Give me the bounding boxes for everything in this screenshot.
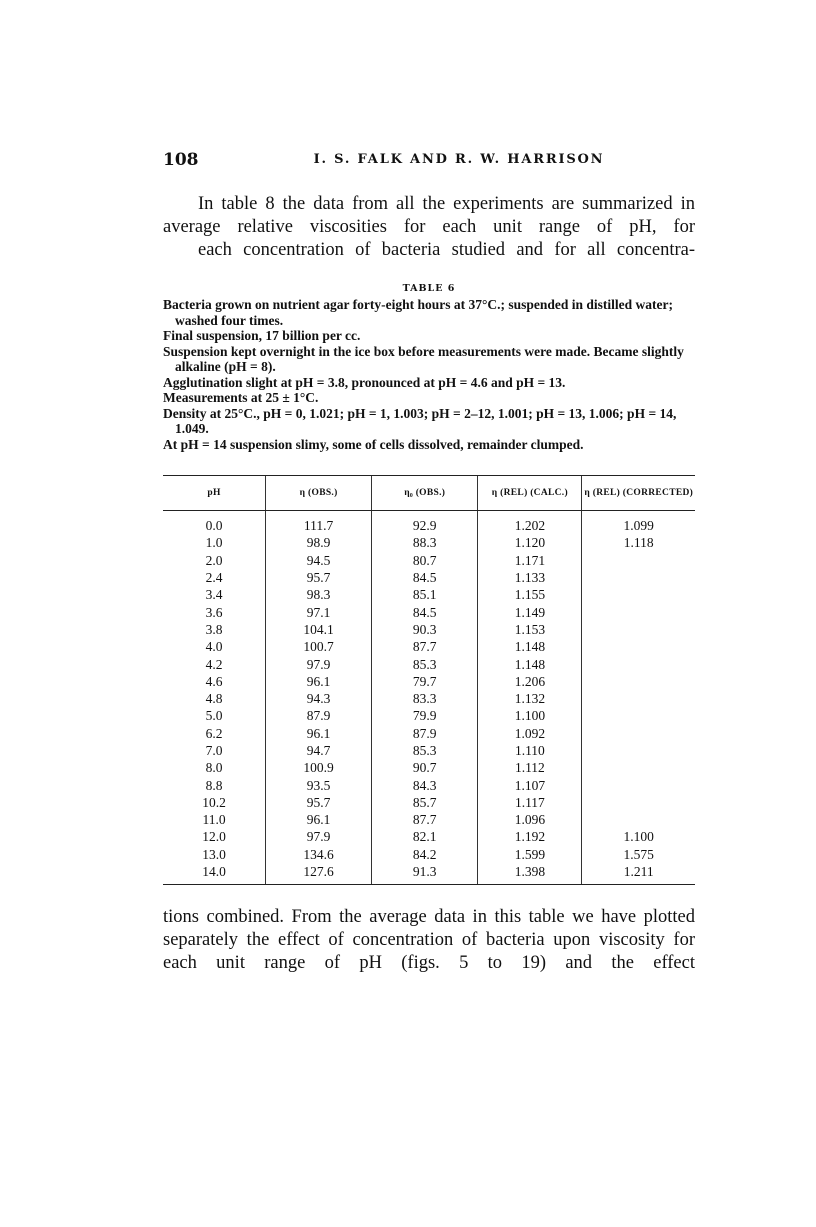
cell-eta-obs: 134.6 — [266, 846, 372, 863]
cell-ph: 7.0 — [205, 743, 223, 758]
page-number: 108 — [163, 150, 199, 170]
cell-eta0-obs: 90.3 — [372, 621, 478, 638]
table-row — [163, 655, 695, 672]
cell-eta0-obs: 79.7 — [372, 673, 478, 690]
cell-eta-obs: 98.3 — [266, 586, 372, 603]
cell-eta-rel-corrected: 1.100 — [582, 828, 695, 845]
cell-eta-rel-corrected: 1.118 — [582, 534, 695, 551]
table-row — [163, 534, 695, 551]
table-note: Agglutination slight at pH = 3.8, pronounced at pH = 4.6 and pH = 13. — [163, 374, 566, 390]
cell-eta-obs: 96.1 — [266, 811, 372, 828]
cell-eta0-obs: 80.7 — [372, 552, 478, 569]
cell-eta-rel-corrected — [582, 552, 695, 569]
table-notes — [163, 297, 695, 452]
paragraph-line: in average relative viscosities for each unit range of pH, for — [163, 194, 695, 237]
cell-eta-obs: 100.7 — [266, 638, 372, 655]
viscosity-table — [163, 475, 695, 885]
cell-eta-obs: 95.7 — [266, 569, 372, 586]
cell-eta-rel-calc: 1.132 — [478, 690, 582, 707]
cell-ph: 3.4 — [205, 587, 223, 603]
cell-eta-obs: 97.9 — [266, 655, 372, 672]
table-title: TABLE 6 — [402, 283, 456, 294]
cell-eta0-obs: 84.5 — [372, 569, 478, 586]
cell-ph: 14.0 — [163, 863, 266, 885]
cell-eta-rel-corrected — [582, 621, 695, 638]
cell-eta-rel-calc: 1.117 — [478, 794, 582, 811]
column-header-eta0-obs: η₀ (OBS.) — [372, 476, 478, 511]
cell-eta-rel-calc: 1.599 — [478, 846, 582, 863]
column-header-eta-rel-calc: η (REL) (CALC.) — [478, 476, 582, 511]
cell-ph: 1.0 — [205, 535, 223, 551]
cell-eta-rel-calc: 1.100 — [478, 707, 582, 724]
cell-eta-rel-corrected — [582, 742, 695, 759]
cell-eta-rel-calc: 1.148 — [478, 655, 582, 672]
cell-eta0-obs: 85.7 — [372, 794, 478, 811]
cell-eta-rel-corrected — [582, 586, 695, 603]
cell-eta-rel-corrected: 1.211 — [582, 863, 695, 885]
cell-eta-rel-corrected — [582, 638, 695, 655]
cell-ph: 3.6 — [205, 604, 223, 620]
cell-eta-rel-calc: 1.206 — [478, 673, 582, 690]
cell-eta-rel-calc: 1.120 — [478, 534, 582, 551]
cell-eta0-obs: 79.9 — [372, 707, 478, 724]
cell-eta-obs: 93.5 — [266, 776, 372, 793]
table-note: Suspension kept overnight in the ice box before measurements were made. Became slightly alkaline (pH = 8). — [163, 343, 684, 374]
cell-eta-rel-calc: 1.112 — [478, 759, 582, 776]
cell-eta-obs: 97.1 — [266, 603, 372, 620]
cell-eta-obs: 100.9 — [266, 759, 372, 776]
cell-eta-rel-calc: 1.096 — [478, 811, 582, 828]
table-note: Final suspension, 17 billion per cc. — [163, 328, 361, 343]
cell-eta0-obs: 88.3 — [372, 534, 478, 551]
table-row — [163, 569, 695, 586]
table-row — [163, 742, 695, 759]
cell-eta-obs: 94.5 — [266, 552, 372, 569]
cell-eta-obs: 97.9 — [266, 828, 372, 845]
body-paragraph-continuation: tions combined. From the average data in this table we have plotted separately the effect of concentration of bacteria upon viscosity for each unit range of pH (figs. 5 to 19) and the effect — [163, 907, 695, 973]
cell-eta-rel-corrected — [582, 811, 695, 828]
table-row — [163, 828, 695, 845]
cell-eta-rel-corrected: 1.575 — [582, 846, 695, 863]
cell-eta0-obs: 85.1 — [372, 586, 478, 603]
cell-ph: 3.8 — [205, 621, 223, 637]
cell-eta-obs: 104.1 — [266, 621, 372, 638]
cell-eta-rel-corrected — [582, 673, 695, 690]
column-header-ph: pH — [163, 476, 266, 511]
cell-eta0-obs: 87.9 — [372, 725, 478, 742]
cell-eta0-obs: 87.7 — [372, 638, 478, 655]
cell-eta-rel-corrected — [582, 725, 695, 742]
cell-eta-rel-corrected — [582, 759, 695, 776]
table-row — [163, 638, 695, 655]
table-row — [163, 603, 695, 620]
cell-eta-rel-calc: 1.149 — [478, 603, 582, 620]
cell-eta0-obs: 85.3 — [372, 742, 478, 759]
cell-eta-rel-calc: 1.107 — [478, 776, 582, 793]
cell-eta-obs: 87.9 — [266, 707, 372, 724]
paragraph-line: In table 8 the data from all the experiments are summarized — [198, 194, 673, 214]
column-header-eta-rel-corrected: η (REL) (CORRECTED) — [582, 476, 695, 511]
cell-ph: 8.8 — [205, 777, 223, 793]
cell-eta0-obs: 84.5 — [372, 603, 478, 620]
cell-eta-obs: 111.7 — [266, 511, 372, 535]
cell-eta0-obs: 87.7 — [372, 811, 478, 828]
cell-eta0-obs: 84.2 — [372, 846, 478, 863]
cell-eta-rel-corrected — [582, 655, 695, 672]
table-note: Bacteria grown on nutrient agar forty-eight hours at 37°C.; suspended in distilled water; washed four times. — [163, 297, 674, 328]
table-row — [163, 759, 695, 776]
cell-ph: 11.0 — [202, 812, 226, 828]
paragraph-line: each concentration of bacteria studied and for all concentra- — [198, 240, 695, 260]
table-row — [163, 725, 695, 742]
cell-ph: 2.4 — [205, 570, 223, 586]
cell-eta-obs: 96.1 — [266, 725, 372, 742]
cell-eta-rel-corrected — [582, 707, 695, 724]
table-note: Density at 25°C., pH = 0, 1.021; pH = 1, 1.003; pH = 2–12, 1.001; pH = 13, 1.006; pH = 14, 1.049. — [163, 405, 677, 436]
body-paragraph-intro — [163, 193, 695, 262]
cell-ph: 6.2 — [205, 725, 223, 741]
table-note: Measurements at 25 ± 1°C. — [163, 390, 319, 405]
table-header-row — [163, 476, 695, 511]
table-caption-block — [163, 283, 695, 452]
cell-eta-rel-calc: 1.133 — [478, 569, 582, 586]
table-row — [163, 863, 695, 885]
cell-eta-rel-calc: 1.092 — [478, 725, 582, 742]
cell-eta-rel-calc: 1.110 — [478, 742, 582, 759]
table-row — [163, 673, 695, 690]
table-row — [163, 690, 695, 707]
table-row — [163, 707, 695, 724]
cell-ph: 4.0 — [205, 639, 223, 655]
cell-eta-rel-calc: 1.398 — [478, 863, 582, 885]
column-header-eta-obs: η (OBS.) — [266, 476, 372, 511]
cell-eta-rel-corrected — [582, 603, 695, 620]
cell-ph: 8.0 — [205, 760, 223, 776]
cell-eta0-obs: 82.1 — [372, 828, 478, 845]
cell-eta-obs: 94.7 — [266, 742, 372, 759]
cell-eta-obs: 96.1 — [266, 673, 372, 690]
cell-eta-obs: 98.9 — [266, 534, 372, 551]
cell-eta-rel-calc: 1.171 — [478, 552, 582, 569]
cell-eta0-obs: 92.9 — [372, 511, 478, 535]
table-row — [163, 811, 695, 828]
table-body — [163, 511, 695, 885]
cell-ph: 4.6 — [205, 673, 223, 689]
table-row — [163, 794, 695, 811]
cell-eta-rel-corrected — [582, 690, 695, 707]
cell-eta-rel-calc: 1.202 — [478, 511, 582, 535]
cell-ph: 12.0 — [202, 829, 226, 845]
table-row — [163, 552, 695, 569]
cell-eta-obs: 94.3 — [266, 690, 372, 707]
table-row — [163, 621, 695, 638]
cell-ph: 2.0 — [205, 552, 223, 568]
cell-eta0-obs: 90.7 — [372, 759, 478, 776]
cell-eta-rel-calc: 1.153 — [478, 621, 582, 638]
cell-ph: 5.0 — [205, 708, 223, 724]
cell-eta-rel-corrected — [582, 776, 695, 793]
cell-eta-rel-calc: 1.192 — [478, 828, 582, 845]
cell-eta-obs: 127.6 — [266, 863, 372, 885]
cell-eta-rel-calc: 1.148 — [478, 638, 582, 655]
cell-ph: 4.2 — [205, 656, 223, 672]
cell-ph: 4.8 — [205, 691, 223, 707]
cell-eta-obs: 95.7 — [266, 794, 372, 811]
cell-eta-rel-corrected: 1.099 — [582, 511, 695, 535]
table-row — [163, 511, 695, 535]
cell-eta0-obs: 91.3 — [372, 863, 478, 885]
page-header — [163, 150, 695, 172]
cell-ph: 0.0 — [205, 518, 223, 534]
cell-ph: 13.0 — [202, 846, 226, 862]
table-row — [163, 586, 695, 603]
cell-eta-rel-corrected — [582, 794, 695, 811]
table-row — [163, 776, 695, 793]
table-row — [163, 846, 695, 863]
running-head: I. S. FALK AND R. W. HARRISON — [313, 152, 605, 167]
cell-eta0-obs: 85.3 — [372, 655, 478, 672]
table-note: At pH = 14 suspension slimy, some of cells dissolved, remainder clumped. — [163, 436, 584, 452]
cell-eta-rel-calc: 1.155 — [478, 586, 582, 603]
cell-ph: 10.2 — [202, 794, 226, 810]
cell-eta0-obs: 83.3 — [372, 690, 478, 707]
cell-eta0-obs: 84.3 — [372, 776, 478, 793]
cell-eta-rel-corrected — [582, 569, 695, 586]
